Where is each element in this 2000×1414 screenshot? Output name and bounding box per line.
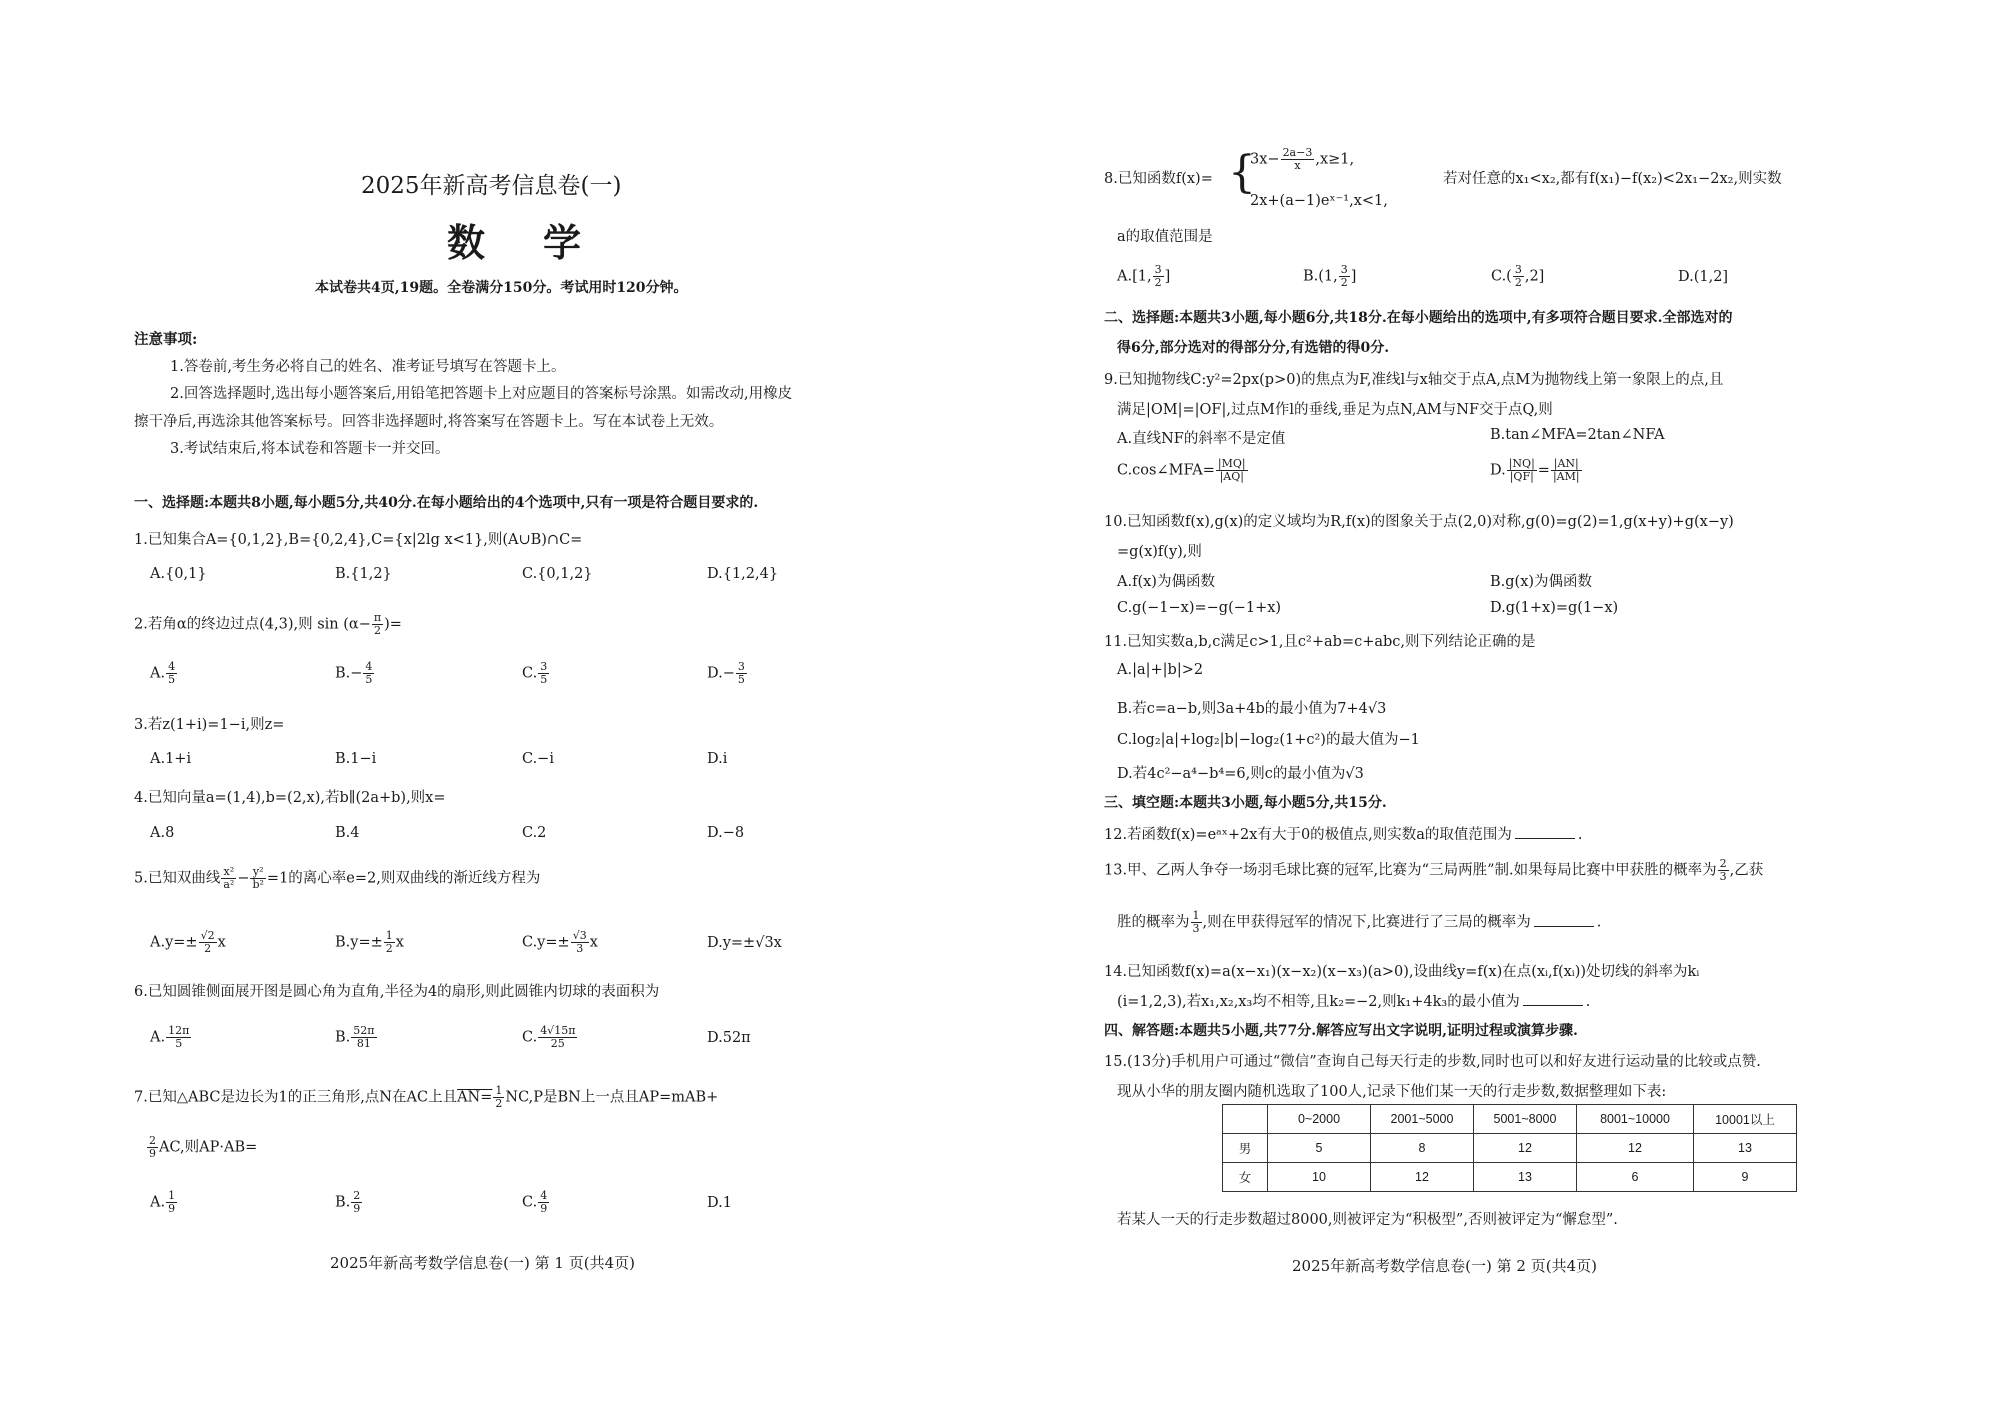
note-2-cont: 擦干净后,再选涂其他答案标号。回答非选择题时,将答案写在答题卡上。写在本试卷上无效。 [134,414,724,430]
q8-stem-b: 若对任意的x₁<x₂,都有f(x₁)−f(x₂)<2x₁−2x₂,则实数 [1443,171,1782,187]
section-3-heading: 三、填空题:本题共3小题,每小题5分,共15分. [1104,795,1387,811]
q8-line2: a的取值范围是 [1117,229,1213,245]
table-cell: 10 [1268,1163,1371,1192]
q5-option-a: A.y=± $\frac{√2}{2}$ x [150,929,226,955]
q3-stem: 3.若z(1+i)=1−i,则z= [134,717,285,733]
q12-answer-blank [1515,826,1575,839]
table-row [1223,1134,1797,1163]
q8-option-d: D.(1,2] [1678,269,1729,285]
q11-option-b: B.若c=a−b,则3a+4b的最小值为7+4√3 [1117,701,1387,717]
section-4-heading: 四、解答题:本题共5小题,共77分.解答应写出文字说明,证明过程或演算步骤. [1104,1023,1578,1039]
q2-option-c: C. $\frac{3}{5}$ [522,660,548,686]
left-page-footer: 2025年新高考数学信息卷(一) 第 1 页(共4页) [330,1254,635,1272]
q8-case-2: 2x+(a−1)eˣ⁻¹,x<1, [1250,193,1388,209]
section-2-heading-cont: 得6分,部分选对的得部分分,有选错的得0分. [1117,340,1390,356]
q10-option-b: B.g(x)为偶函数 [1490,574,1593,590]
q7-option-c: C. $\frac{4}{9}$ [522,1189,548,1215]
q8-option-c: C.( $\frac{3}{2}$ ,2] [1491,263,1545,289]
q15-after-table: 若某人一天的行走步数超过8000,则被评定为“积极型”,否则被评定为“懈怠型”. [1117,1212,1618,1228]
table-cell: 男 [1223,1134,1268,1163]
q10-line1: 10.已知函数f(x),g(x)的定义域均为R,f(x)的图象关于点(2,0)对称,g(0)=g(2)=1,g(x+y)+g(x−y) [1104,514,1734,530]
q8-num: 8.已知函数f(x)= [1104,171,1213,187]
q4-option-a: A.8 [150,825,175,841]
q9-option-d: D. $\frac{|NQ|}{|QF|}$ = $\frac{|AN|}{|AM|}$ [1490,457,1580,483]
table-header-cell: 10001以上 [1694,1105,1797,1134]
q4-option-b: B.4 [335,825,360,841]
q7-option-a: A. $\frac{1}{9}$ [150,1189,176,1215]
step-count-table [1222,1104,1797,1192]
q2-stem: 2.若角α的终边过点(4,3),则 sin (α− $\frac{\pi}{2}$ )= [134,611,402,637]
q13-line2: 胜的概率为 $\frac{1}{3}$ ,则在甲获得冠军的情况下,比赛进行了三局的概率为 . [1117,909,1602,935]
q9-line1: 9.已知抛物线C:y²=2px(p>0)的焦点为F,准线l与x轴交于点A,点M为抛物线上第一象限上的点,且 [1104,372,1724,388]
q10-option-c: C.g(−1−x)=−g(−1+x) [1117,600,1282,616]
table-header-cell [1223,1105,1268,1134]
notes-heading: 注意事项: [134,331,198,348]
q14-line2: (i=1,2,3),若x₁,x₂,x₃均不相等,且k₂=−2,则k₁+4k₃的最小值为 . [1117,994,1591,1010]
q8-option-b: B.(1, $\frac{3}{2}$ ] [1303,263,1357,289]
q8-case-1: 3x− $\frac{2a-3}{x}$ ,x≥1, [1250,146,1355,172]
q9-option-a: A.直线NF的斜率不是定值 [1117,431,1286,447]
subject-title: 数学 [447,220,640,265]
q15-line1: 15.(13分)手机用户可通过“微信”查询自己每天行走的步数,同时也可以和好友进行运动量的比较或点赞. [1104,1054,1761,1070]
table-row [1223,1163,1797,1192]
q5-stem: 5.已知双曲线 $\frac{\text{x²}}{\text{a²}}$ − $\frac{\text{y²}}{\text{b²}}$ =1的离心率e=2,则双曲线的渐近线方程为 [134,865,541,891]
q5-option-c: C.y=± $\frac{√3}{3}$ x [522,929,598,955]
table-header-cell: 5001~8000 [1474,1105,1577,1134]
table-cell: 6 [1577,1163,1694,1192]
q15-line2: 现从小华的朋友圈内随机选取了100人,记录下他们某一天的行走步数,数据整理如下表: [1117,1084,1667,1100]
q2-option-a: A. $\frac{4}{5}$ [150,660,176,686]
q10-option-d: D.g(1+x)=g(1−x) [1490,600,1619,616]
table-header-cell: 2001~5000 [1371,1105,1474,1134]
exam-title: 2025年新高考信息卷(一) [361,173,622,199]
q13-line1: 13.甲、乙两人争夺一场羽毛球比赛的冠军,比赛为“三局两胜”制.如果每局比赛中甲获胜的概率为 $\frac{2}{3}$ ,乙获 [1104,857,1764,883]
q1-option-a: A.{0,1} [150,566,207,582]
q7-option-b: B. $\frac{2}{9}$ [335,1189,361,1215]
q7-option-d: D.1 [707,1195,732,1211]
note-1: 1.答卷前,考生务必将自己的姓名、准考证号填写在答题卡上。 [170,359,566,375]
q11-stem: 11.已知实数a,b,c满足c>1,且c²+ab=c+abc,则下列结论正确的是 [1104,634,1536,650]
exam-info: 本试卷共4页,19题。全卷满分150分。考试用时120分钟。 [315,280,688,296]
q2-option-d: D.− $\frac{3}{5}$ [707,660,745,686]
q5-option-d: D.y=±√3x [707,935,782,951]
q9-option-c: C.cos∠MFA= $\frac{|MQ|}{|AQ|}$ [1117,457,1246,483]
table-cell: 13 [1694,1134,1797,1163]
table-cell: 9 [1694,1163,1797,1192]
q11-option-d: D.若4c²−a⁴−b⁴=6,则c的最小值为√3 [1117,766,1364,782]
q4-stem: 4.已知向量a=(1,4),b=(2,x),若b∥(2a+b),则x= [134,790,446,806]
q3-option-c: C.−i [522,751,554,767]
q10-option-a: A.f(x)为偶函数 [1117,574,1215,590]
q10-line2: =g(x)f(y),则 [1117,544,1202,560]
section-1-heading: 一、选择题:本题共8小题,每小题5分,共40分.在每小题给出的4个选项中,只有一项是符合题目要求的. [134,495,759,511]
table-cell: 12 [1577,1134,1694,1163]
q3-option-b: B.1−i [335,751,377,767]
right-page-footer: 2025年新高考数学信息卷(一) 第 2 页(共4页) [1292,1257,1597,1275]
note-2: 2.回答选择题时,选出每小题答案后,用铅笔把答题卡上对应题目的答案标号涂黑。如需改动,用橡皮 [170,386,793,402]
q6-option-b: B. $\frac{52\pi}{81}$ [335,1024,375,1050]
table-header-cell: 8001~10000 [1577,1105,1694,1134]
q14-line1: 14.已知函数f(x)=a(x−x₁)(x−x₂)(x−x₃)(a>0),设曲线y=f(x)在点(xᵢ,f(xᵢ))处切线的斜率为kᵢ [1104,964,1700,980]
q12-stem: 12.若函数f(x)=eᵃˣ+2x有大于0的极值点,则实数a的取值范围为 . [1104,827,1583,843]
note-3: 3.考试结束后,将本试卷和答题卡一并交回。 [170,441,450,457]
table-header-row [1223,1105,1797,1134]
q3-option-a: A.1+i [150,751,192,767]
q1-stem: 1.已知集合A={0,1,2},B={0,2,4},C={x|2lg x<1},则(A∪B)∩C= [134,532,583,548]
q8-brace: { [1228,147,1256,198]
q4-option-c: C.2 [522,825,547,841]
q7-stem: 7.已知△ABC是边长为1的正三角形,点N在AC上且AN= $\frac{1}{2}$ NC,P是BN上一点且AP=mAB+ [134,1084,719,1110]
table-cell: 女 [1223,1163,1268,1192]
q1-option-d: D.{1,2,4} [707,566,779,582]
table-cell: 12 [1371,1163,1474,1192]
q11-option-c: C.log₂|a|+log₂|b|−log₂(1+c²)的最大值为−1 [1117,732,1420,748]
section-2-heading: 二、选择题:本题共3小题,每小题6分,共18分.在每小题给出的选项中,有多项符合题目要求.全部选对的 [1104,310,1733,326]
q6-option-c: C. $\frac{4√15\pi}{25}$ [522,1024,576,1050]
table-cell: 13 [1474,1163,1577,1192]
q3-option-d: D.i [707,751,728,767]
table-cell: 12 [1474,1134,1577,1163]
right-page [1000,0,2000,1414]
q6-option-d: D.52π [707,1030,751,1046]
table-header-cell: 0~2000 [1268,1105,1371,1134]
q1-option-b: B.{1,2} [335,566,392,582]
q14-answer-blank [1523,993,1583,1006]
q5-option-b: B.y=± $\frac{1}{2}$ x [335,929,404,955]
q6-option-a: A. $\frac{12\pi}{5}$ [150,1024,190,1050]
q9-option-b: B.tan∠MFA=2tan∠NFA [1490,427,1665,443]
q4-option-d: D.−8 [707,825,745,841]
q2-option-b: B.− $\frac{4}{5}$ [335,660,373,686]
q13-answer-blank [1534,914,1594,927]
q8-option-a: A.[1, $\frac{3}{2}$ ] [1117,263,1171,289]
q11-option-a: A.|a|+|b|>2 [1117,662,1204,678]
q1-option-c: C.{0,1,2} [522,566,593,582]
table-cell: 5 [1268,1134,1371,1163]
table-cell: 8 [1371,1134,1474,1163]
q6-stem: 6.已知圆锥侧面展开图是圆心角为直角,半径为4的扇形,则此圆锥内切球的表面积为 [134,984,660,1000]
q9-line2: 满足|OM|=|OF|,过点M作l的垂线,垂足为点N,AM与NF交于点Q,则 [1117,402,1553,418]
q7-stem-line2: $\frac{2}{9}$ AC,则AP·AB= [149,1134,258,1160]
